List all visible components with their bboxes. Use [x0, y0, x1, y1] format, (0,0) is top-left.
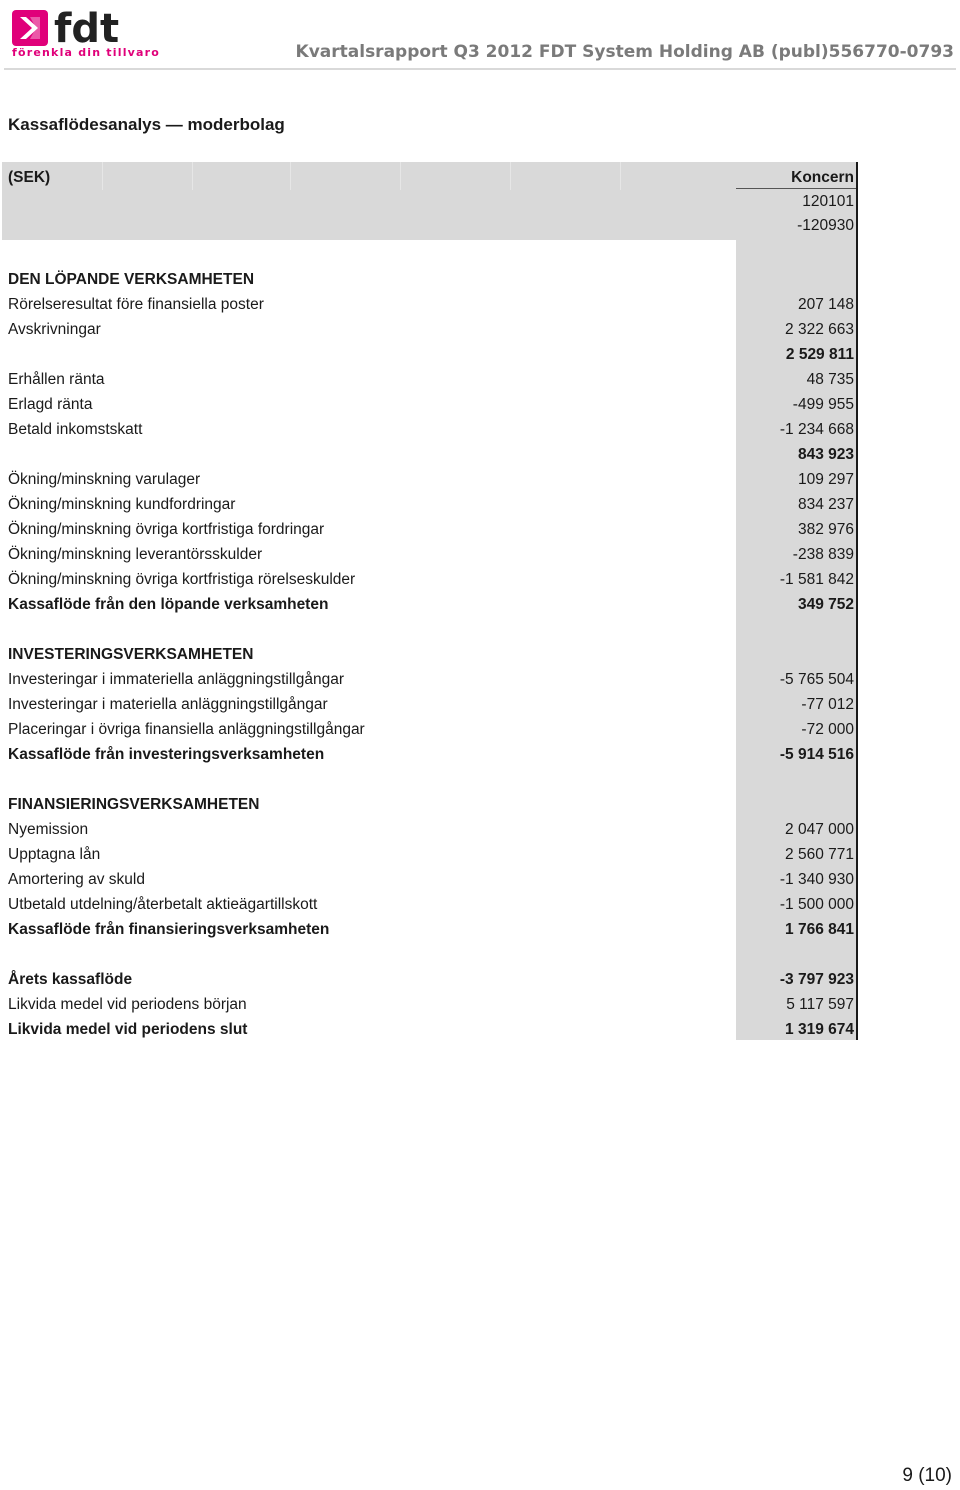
row-label: Rörelseresultat före finansiella poster [8, 296, 264, 313]
page-number: 9 (10) [902, 1465, 952, 1486]
row-label: Investeringar i immateriella anläggningstillgångar [8, 671, 345, 688]
cash-flow-table [2, 162, 858, 1040]
row-value: 109 297 [797, 471, 854, 488]
row-value: 207 148 [797, 296, 854, 313]
row-value: -1 581 842 [779, 571, 854, 588]
unit-label: (SEK) [8, 169, 51, 186]
row-value: -1 234 668 [779, 421, 854, 438]
row-label: Ökning/minskning övriga kortfristiga rörelseskulder [8, 571, 356, 588]
row-value: 1 766 841 [785, 921, 854, 938]
row-value: -72 000 [801, 721, 854, 738]
row-value: 349 752 [797, 596, 854, 613]
table-row [8, 792, 854, 817]
table-row [8, 642, 854, 667]
table-row [8, 1017, 854, 1042]
table-header-row [8, 165, 854, 190]
row-value: 843 923 [797, 446, 854, 463]
row-label: Erlagd ränta [8, 396, 93, 413]
row-label: Investeringar i materiella anläggningstillgångar [8, 696, 328, 713]
row-label: Nyemission [8, 821, 89, 838]
row-label: Kassaflöde från finansieringsverksamheten [8, 921, 330, 938]
table-row [8, 367, 854, 392]
column-title: Koncern [791, 169, 854, 186]
row-label: FINANSIERINGSVERKSAMHETEN [8, 796, 260, 813]
table-row [8, 942, 854, 967]
table-row [8, 542, 854, 567]
table-row [8, 817, 854, 842]
period-from: 120101 [802, 193, 854, 210]
row-value: -5 914 516 [779, 746, 854, 763]
table-row [8, 692, 854, 717]
row-value: -1 500 000 [779, 896, 854, 913]
table-row [8, 392, 854, 417]
table-row [8, 867, 854, 892]
row-label: Utbetald utdelning/återbetalt aktieägartillskott [8, 896, 318, 913]
header-divider [4, 68, 956, 70]
row-value: -5 765 504 [779, 671, 854, 688]
row-label: Avskrivningar [8, 321, 101, 338]
table-row [8, 967, 854, 992]
row-label: Upptagna lån [8, 846, 101, 863]
row-value: 2 047 000 [785, 821, 854, 838]
row-label: DEN LÖPANDE VERKSAMHETEN [8, 271, 255, 288]
row-label: Betald inkomstskatt [8, 421, 143, 438]
row-value: 1 319 674 [785, 1021, 854, 1038]
table-row [8, 592, 854, 617]
table-row [8, 317, 854, 342]
table-row [8, 292, 854, 317]
table-right-border [856, 162, 858, 1040]
row-label: Likvida medel vid periodens slut [8, 1021, 248, 1038]
row-label: Kassaflöde från den löpande verksamheten [8, 596, 329, 613]
row-label: Ökning/minskning varulager [8, 471, 201, 488]
table-row [8, 992, 854, 1017]
period-from-row [8, 189, 854, 214]
table-row [8, 842, 854, 867]
row-value: -1 340 930 [779, 871, 854, 888]
row-value: 382 976 [797, 521, 854, 538]
row-label: Kassaflöde från investeringsverksamheten [8, 746, 325, 763]
row-value: 2 560 771 [785, 846, 854, 863]
row-value: 2 322 663 [785, 321, 854, 338]
row-value: 2 529 811 [785, 346, 854, 363]
page-title: Kassaflödesanalys — moderbolag [8, 115, 285, 134]
row-value: 834 237 [797, 496, 854, 513]
logo-tagline: förenkla din tillvaro [12, 46, 161, 59]
table-row [8, 517, 854, 542]
table-row [8, 492, 854, 517]
table-row [8, 417, 854, 442]
table-row [8, 567, 854, 592]
report-header-title: Kvartalsrapport Q3 2012 FDT System Holding AB (publ)556770-0793 [295, 42, 954, 62]
row-label: Erhållen ränta [8, 371, 105, 388]
row-value: -238 839 [792, 546, 854, 563]
period-to: -120930 [797, 217, 854, 234]
table-row [8, 892, 854, 917]
table-row [8, 342, 854, 367]
table-row [8, 667, 854, 692]
svg-text:fdt: fdt [54, 6, 120, 52]
table-row [8, 267, 854, 292]
row-value: 5 117 597 [786, 996, 854, 1013]
row-label: Likvida medel vid periodens början [8, 996, 247, 1013]
row-value: -499 955 [792, 396, 854, 413]
table-row [8, 917, 854, 942]
table-row [8, 617, 854, 642]
row-label: Ökning/minskning kundfordringar [8, 496, 236, 513]
table-row [8, 742, 854, 767]
table-row [8, 767, 854, 792]
period-to-row [8, 213, 854, 238]
row-label: INVESTERINGSVERKSAMHETEN [8, 646, 254, 663]
row-label: Amortering av skuld [8, 871, 145, 888]
row-label: Ökning/minskning leverantörsskulder [8, 546, 263, 563]
row-label: Placeringar i övriga finansiella anläggningstillgångar [8, 721, 365, 738]
row-value: -3 797 923 [779, 971, 854, 988]
table-row [8, 467, 854, 492]
table-row [8, 442, 854, 467]
row-value: -77 012 [801, 696, 854, 713]
row-label: Ökning/minskning övriga kortfristiga fordringar [8, 521, 325, 538]
row-label: Årets kassaflöde [8, 971, 133, 988]
table-row [8, 717, 854, 742]
row-value: 48 735 [806, 371, 854, 388]
